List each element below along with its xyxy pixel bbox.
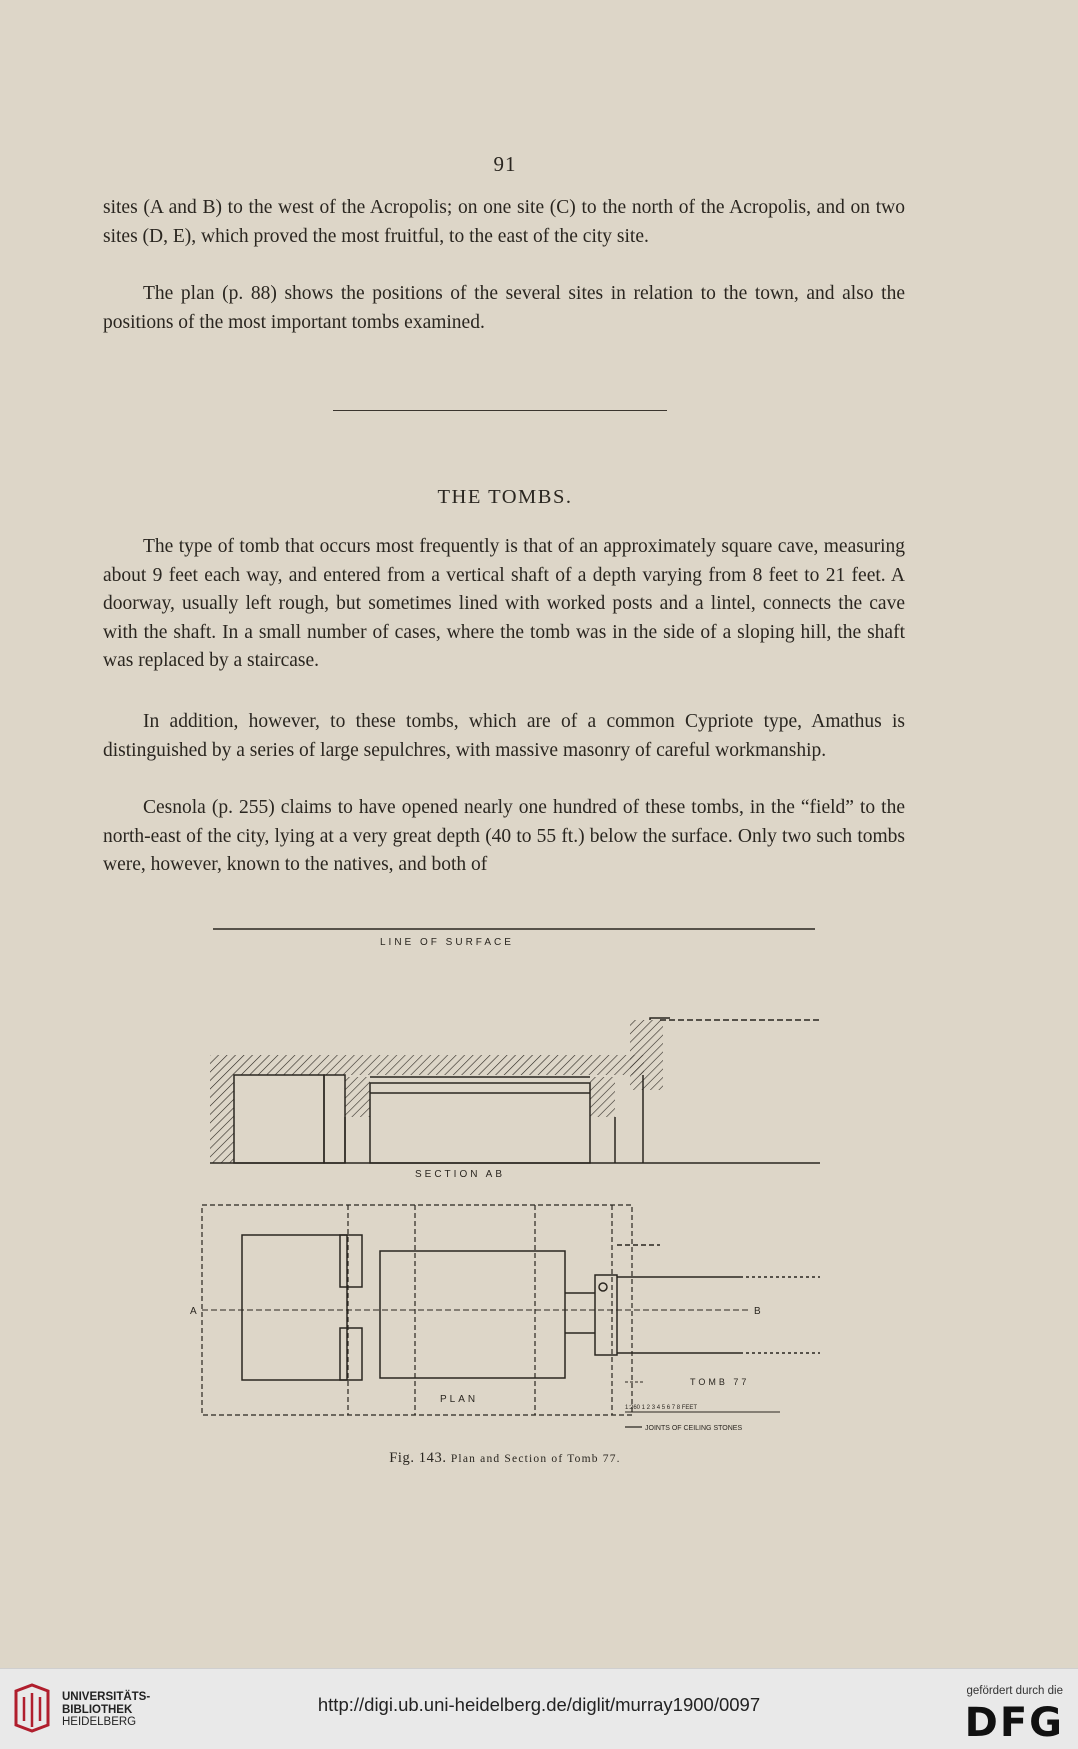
funding-note: gefördert durch die xyxy=(966,1685,1063,1697)
library-name-line: HEIDELBERG xyxy=(62,1716,137,1728)
paragraph: In addition, however, to these tombs, which are of a common Cypriote type, Amathus is distinguished by a series of large sepulchres, with massive masonry of careful workmanship. xyxy=(103,711,905,761)
digitization-footer xyxy=(0,1668,1078,1749)
paragraph: The plan (p. 88) shows the positions of the several sites in relation to the town, and also the positions of the most important tombs examined. xyxy=(103,283,905,333)
tomb-77-figure xyxy=(180,915,830,1445)
figure-caption xyxy=(0,1450,1010,1467)
section-label: SECTION AB xyxy=(415,1169,506,1180)
paragraph: Cesnola (p. 255) claims to have opened nearly one hundred of these tombs, in the “field” to the north-east of the city, lying at a very great depth (40 to 55 ft.) below the surface. Only two such tombs were, however, known to the natives, and both of xyxy=(103,797,905,875)
paragraph: sites (A and B) to the west of the Acropolis; on one site (C) to the north of the Acropolis, and on two sites (D, E), which proved the most fruitful, to the east of the city site. xyxy=(103,197,905,247)
section-ab xyxy=(210,1018,820,1163)
plan-label: PLAN xyxy=(440,1394,479,1405)
paragraph: The type of tomb that occurs most frequently is that of an approximately square cave, measuring about 9 feet each way, and entered from a vertical shaft of a depth varying from 8 feet to 21 feet. A doorway, usually left rough, but sometimes lined with worked posts and a lintel, connects the cave with the shaft. In a small number of cases, where the tomb was in the side of a sloping hill, the shaft was replaced by a staircase. xyxy=(103,536,905,671)
caption-fig-number: Fig. 143. xyxy=(389,1450,447,1466)
surface-label: LINE OF SURFACE xyxy=(380,937,514,948)
permalink-url[interactable]: http://digi.ub.uni-heidelberg.de/diglit/murray1900/0097 xyxy=(317,1694,761,1715)
library-name-line: BIBLIOTHEK xyxy=(62,1703,133,1716)
library-name-line: UNIVERSITÄTS- xyxy=(62,1691,151,1703)
point-b-label: B xyxy=(754,1306,761,1317)
point-a-label: A xyxy=(190,1306,197,1317)
scale-label: 1:260 1 2 3 4 5 6 7 8 FEET xyxy=(625,1405,698,1411)
section-heading: THE TOMBS. xyxy=(437,486,573,508)
section-divider xyxy=(333,410,667,411)
joints-label: JOINTS OF CEILING STONES xyxy=(645,1425,743,1432)
caption-text: Plan and Section of Tomb 77. xyxy=(450,1453,621,1465)
page-number: 91 xyxy=(493,152,517,176)
tomb-label: TOMB 77 xyxy=(690,1377,750,1387)
dfg-logo: DFG xyxy=(964,1700,1064,1746)
